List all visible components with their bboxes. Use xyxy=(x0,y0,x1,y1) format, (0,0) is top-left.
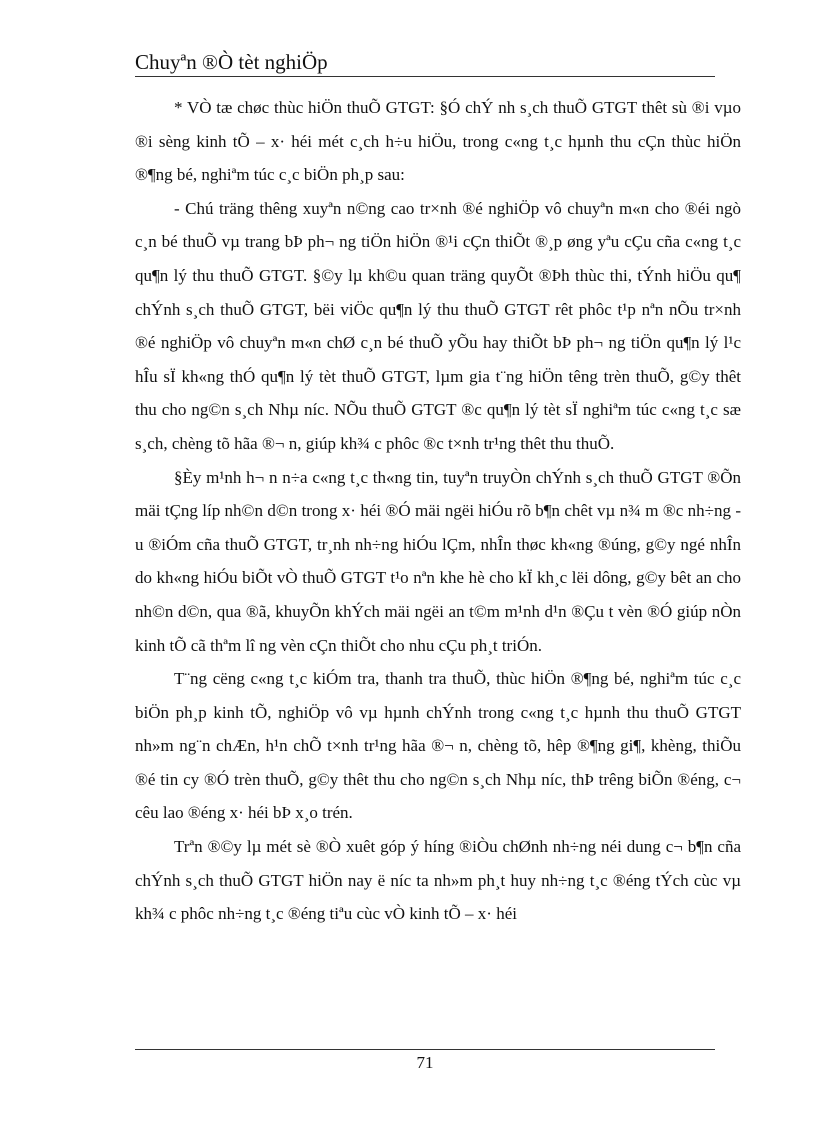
paragraph-conclusion: Trªn ®©y lµ mét sè ®Ò xuêt góp ý híng ®iÒu chØnh nh÷ng néi dung c¬ b¶n cña chÝnh s¸ch thuÕ GTGT hiÖn nay ë níc ta nh»m ph¸t huy nh÷ng t¸c ®éng tÝch cùc vµ kh¾ c phôc nh÷ng t¸c ®éng tiªu cùc vÒ kinh tÕ – x· héi xyxy=(135,837,741,924)
footer-divider xyxy=(135,1049,715,1050)
header-divider xyxy=(135,76,715,77)
paragraph-tax-organization: * VÒ tæ chøc thùc hiÖn thuÕ GTGT: §Ó chÝ nh s¸ch thuÕ GTGT thêt sù ®i vµo ®i sèng kinh tÕ – x· héi mét c¸ch h÷u hiÖu, trong c«ng t¸c hµnh thu cÇn thùc hiÖn ®¶ng bé, nghiªm túc c¸c biÖn ph¸p sau: xyxy=(135,98,741,185)
paragraph-inspection: T¨ng cëng c«ng t¸c kiÓm tra, thanh tra thuÕ, thùc hiÖn ®¶ng bé, nghiªm túc c¸c biÖn ph¸p kinh tÕ, nghiÖp vô vµ hµnh chÝnh trong c«ng t¸c hµnh thu thuÕ GTGT nh»m ng¨n chÆn, h¹n chÕ t×nh tr¹ng hãa ®¬ n, chèng tõ, hêp ®¶ng gi¶, khèng, thiÕu ®é tin cy ®Ó trèn thuÕ, g©y thêt thu cho ng©n s¸ch Nhµ níc, thÞ trêng biÕn ®éng, c¬ cêu lao ®éng x· héi bÞ x¸o trén. xyxy=(135,669,741,823)
document-body xyxy=(135,91,741,931)
paragraph-public-information: §Èy m¹nh h¬ n n÷a c«ng t¸c th«ng tin, tuyªn truyÒn chÝnh s¸ch thuÕ GTGT ®Õn mäi tÇng líp nh©n d©n trong x· héi ®Ó mäi ngëi hiÓu rõ b¶n chêt vµ n¾ m ®c nh÷ng u ®iÓm cña thuÕ GTGT, tr¸nh nh÷ng hiÓu lÇm, nhÎn thøc kh«ng ®úng, g©y ngé nhÎn do kh«ng hiÓu biÕt vÒ thuÕ GTGT t¹o nªn khe hè cho kÏ kh¸c lëi dông, g©y bêt an cho nh©n d©n, qua ®ã, khuyÕn khÝch mäi ngëi an t©m m¹nh d¹n ®Çu t vèn ®Ó giúp nÒn kinh tÕ cã thªm lî ng vèn cÇn thiÕt cho nhu cÇu ph¸t triÓn. xyxy=(135,467,741,655)
running-header-title: Chuyªn ®Ò tèt nghiÖp xyxy=(135,50,328,74)
page-number: 71 xyxy=(416,1053,434,1072)
paragraph-staff-training: - Chú träng thêng xuyªn n©ng cao tr×nh ®é nghiÖp vô chuyªn m«n cho ®éi ngò c¸n bé thuÕ vµ trang bÞ ph¬ ng tiÖn hiÖn ®¹i cÇn thiÕt ®¸p øng yªu cÇu cña c«ng t¸c qu¶n lý thu thuÕ GTGT. §©y lµ kh©u quan träng quyÕt ®Þh thùc thi, tÝnh hiÖu qu¶ chÝnh s¸ch thuÕ GTGT, bëi viÖc qu¶n lý thu thuÕ GTGT rêt phôc t¹p nªn nÕu tr×nh ®é nghiÖp vô chuyªn m«n chØ c¸n bé thuÕ yÕu hay thiÕt bÞ ph¬ ng tiÖn qu¶n lý l¹c hÎu sÏ kh«ng thÓ qu¶n lý tèt thuÕ GTGT, lµm gia t¨ng hiÖn têng trèn thuÕ, g©y thêt thu cho ng©n s¸ch Nhµ níc. NÕu thuÕ GTGT ®c qu¶n lý tèt sÏ nghiªm túc c«ng t¸c sæ s¸ch, chèng tõ hãa ®¬ n, giúp kh¾ c phôc ®c t×nh tr¹ng thêt thu thuÕ. xyxy=(135,198,741,453)
